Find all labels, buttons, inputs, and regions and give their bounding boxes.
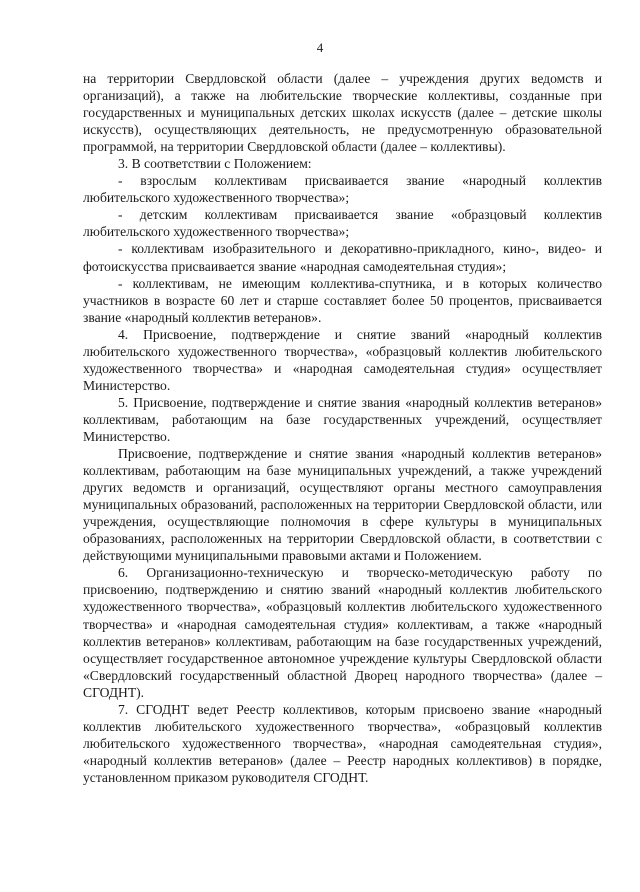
paragraph-4: 4. Присвоение, подтверждение и снятие званий «народный коллектив любительского художественного творчества», «образцовый коллектив любительского художественного творчества» и «народная самодеятельная студия» осуществляет Министерство. [83,326,602,393]
list-item-children: - детским коллективам присваивается звание «образцовый коллектив любительского художественного творчества»; [83,207,602,240]
paragraph-3: 3. В соответствии с Положением: [118,156,312,172]
document-body [83,70,602,786]
page-number: 4 [316,40,324,55]
paragraph-intro: на территории Свердловской области (далее – учреждения других ведомств и организаций), а также на любительские творческие коллективы, созданные при государственных и муниципальных детских школах искусств (далее – детские школы искусств), осуществляющих деятельность, не предусмотренную образовательной программой, на территории Свердловской области (далее – коллективы). [83,71,602,155]
paragraph-5: 5. Присвоение, подтверждение и снятие звания «народный коллектив ветеранов» коллективам, работающим на базе государственных учреждений, осуществляет Министерство. [83,394,602,444]
paragraph-7: 7. СГОДНТ ведет Реестр коллективов, которым присвоено звание «народный коллектив любительского художественного творчества», «образцовый коллектив любительского художественного творчества», «народная самодеятельная студия», «народный коллектив ветеранов» (далее – Реестр народных коллективов) в порядке, установленном приказом руководителя СГОДНТ. [83,701,602,785]
paragraph-6: 6. Организационно-техническую и творческо-методическую работу по присвоению, подтверждению и снятию званий «народный коллектив любительского художественного творчества», «образцовый коллектив любительского художественного творчества» и «народная самодеятельная студия» коллективам, а также «народный коллектив ветеранов» коллективам, работающим на базе государственных учреждений, осуществляет государственное автономное учреждение культуры Свердловской области «Свердловский государственный областной Дворец народного творчества» (далее – СГОДНТ). [83,565,602,700]
list-item-studio: - коллективам изобразительного и декоративно-прикладного, кино-, видео- и фотоискусства присваивается звание «народная самодеятельная студия»; [83,241,602,274]
paragraph-5-continued: Присвоение, подтверждение и снятие звания «народный коллектив ветеранов» коллективам, работающим на базе муниципальных учреждений, а также учреждений других ведомств и организаций, осуществляют органы местного самоуправления муниципальных образований, расположенных на территории Свердловской области, или учреждения, осуществляющие полномочия в сфере культуры в муниципальных образованиях, расположенных на территории Свердловской области, в соответствии с действующими муниципальными правовыми актами и Положением. [83,446,602,564]
list-item-veterans: - коллективам, не имеющим коллектива-спутника, и в которых количество участников в возрасте 60 лет и старше составляет более 50 процентов, присваивается звание «народный коллектив ветеранов». [83,275,602,325]
list-item-adult: - взрослым коллективам присваивается звание «народный коллектив любительского художественного творчества»; [83,173,602,206]
